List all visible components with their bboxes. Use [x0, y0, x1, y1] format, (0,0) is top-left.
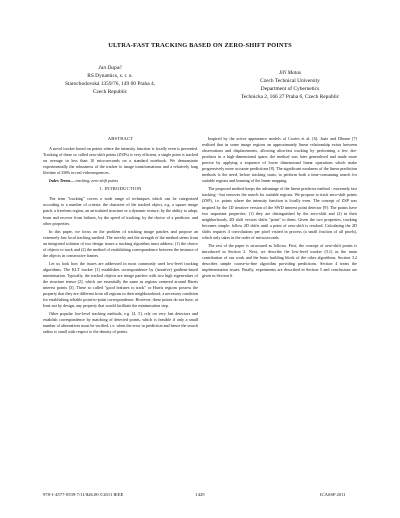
paragraph: The term "tracking" covers a wide range of techniques which can be categorized according to a number of criteria: the character of the tracked object, e.g. a square image patch, a freeform region, an articulated structure or a dynamic texture, by the ability to adapt, learn and recover from failures, by the speed of tracking, by the choice of a predictor, and other properties. [43, 196, 198, 226]
index-terms [43, 178, 198, 184]
author-department: Department of Cybernetics [260, 86, 320, 92]
index-terms-label: Index Terms— [49, 178, 75, 184]
paragraph: The proposed method keeps the advantage of the linear predictor method - extremely fast tracking - but removes the search for suitable regions. We propose to track zero-shift points (ZSP), i.e. points where the intensity function is locally even. The concept of ZSP was inspired by the 1D iterative version of the SWD interest point detector [9]. The points have two important properties: (1) they are distinguished by the zero-shift and (2) in their neighborhoods, 2D shift vectors shifts "point" to them. Given the two properties, tracking becomes simple: follow 2D shifts until a point of zero-shift is reached. Calculating the 2D shifts requires 4 convolutions per pixel visited in process (a small fraction of all pixels), which only takes in the order of microseconds. [202, 186, 357, 240]
abstract-text: A novel tracker based on points where the intensity function is locally even is presented. Tracking of these so called zero-shift points (ZSPs) is very efficient, a single point is tracked on average in less than 10 microseconds on a standard notebook. We demonstrate experimentally the robustness of the tracker to image transformations and a relatively long lifetime of ZSPs in real videosequences. [43, 146, 198, 176]
footer-conference: ICASSP 2011 [320, 492, 346, 497]
author-name: Jan Dupač [98, 65, 122, 71]
abstract-heading: ABSTRACT [107, 136, 134, 141]
paragraph: Inspired by the active appearance models of Cootes et al. [6], Jurie and Dhome [7] realised that in some image regions an approximately linear relationship exists between observations and displacements, allowing ultra-fast tracking by performing a few dot-products in a high-dimensional space; the method was later generalised and made more precise by applying a sequence of lower dimensional linear operations which make progressively more accurate predictions [8]. The significant weakness of the linear prediction methods is the need, before tracking starts, to perform both a time-consuming search for suitable regions and learning of the linear mapping. [202, 136, 357, 184]
paragraph: Let us look how the issues are addressed in most commonly used low-level tracking algorithms. The KLT tracker [1] establishes correspondence by (iterative) gradient-based minimisation. Typically, the tracked objects are image patches with two high eigenvalues of the structure tensor [2], which are essentially the same as regions centered around Harris interest points [3]. These so called "good features to track" or Harris regions possess the property that they are different from all regions in their neighbourhood, a necessary condition for establishing reliable point-to-point correspondence. However, these points do not have, at least not by design, any property that would facilitate the minimisation step. [43, 260, 198, 309]
footer-page-number: 1429 [195, 492, 205, 497]
author-country: Czech Republic [92, 89, 128, 95]
footer-isbn: 978-1-4577-0539-7/11/$26.00 ©2011 IEEE [43, 492, 124, 497]
left-column [43, 136, 198, 337]
paragraph: Other popular low-level tracking methods, e.g. [4, 5], rely on very fast detectors and establish correspondence by matching of detected points, which is feasible if only a small number of alternatives must be verified, i.e. when the error in prediction and hence the search radius is small with respect to the density of points. [43, 311, 198, 335]
author-affiliation: Czech Technical University [260, 78, 320, 84]
paragraph: The rest of the paper is structured as follows. First, the concept of zero-shift points is introduced in Section 2. Next, we describe the low-level tracker (3.1) as the main contribution of our work and the basic building block of the other algorithms. Section 3.2 describes simple coarse-to-fine algorithm providing predictions. Section 4 treats the implementation issues. Finally, experiments are described in Section 5 and conclusions are given in Section 6. [202, 242, 357, 279]
author-affiliation: RS Dynamics, s. r. o. [87, 73, 133, 79]
author-block-2 [220, 69, 360, 101]
section-heading-introduction: 1. INTRODUCTION [99, 186, 142, 192]
author-name: Jiří Matas [278, 70, 302, 76]
paragraph: In this paper, we focus on the problem of tracking image patches and propose an extremely fast local tracking method. The novelty and the strength of the method stems from an integrated solution of two design issues a tracking algorithm must address: (1) the choice of objects to track and (2) the method of establishing correspondence between the instance of the objects in consecutive frames. [43, 228, 198, 258]
author-block-1 [40, 64, 180, 96]
author-address: Starochodovská 1359/76, 149 00 Praha 4, [65, 81, 155, 87]
right-column [202, 136, 357, 281]
author-address: Technicka 2, 166 27 Praha 6, Czech Republic [240, 94, 340, 100]
paper-title: ULTRA-FAST TRACKING BASED ON ZERO-SHIFT POINTS [108, 42, 292, 49]
index-terms-text: tracking, zero-shift points [74, 178, 119, 184]
